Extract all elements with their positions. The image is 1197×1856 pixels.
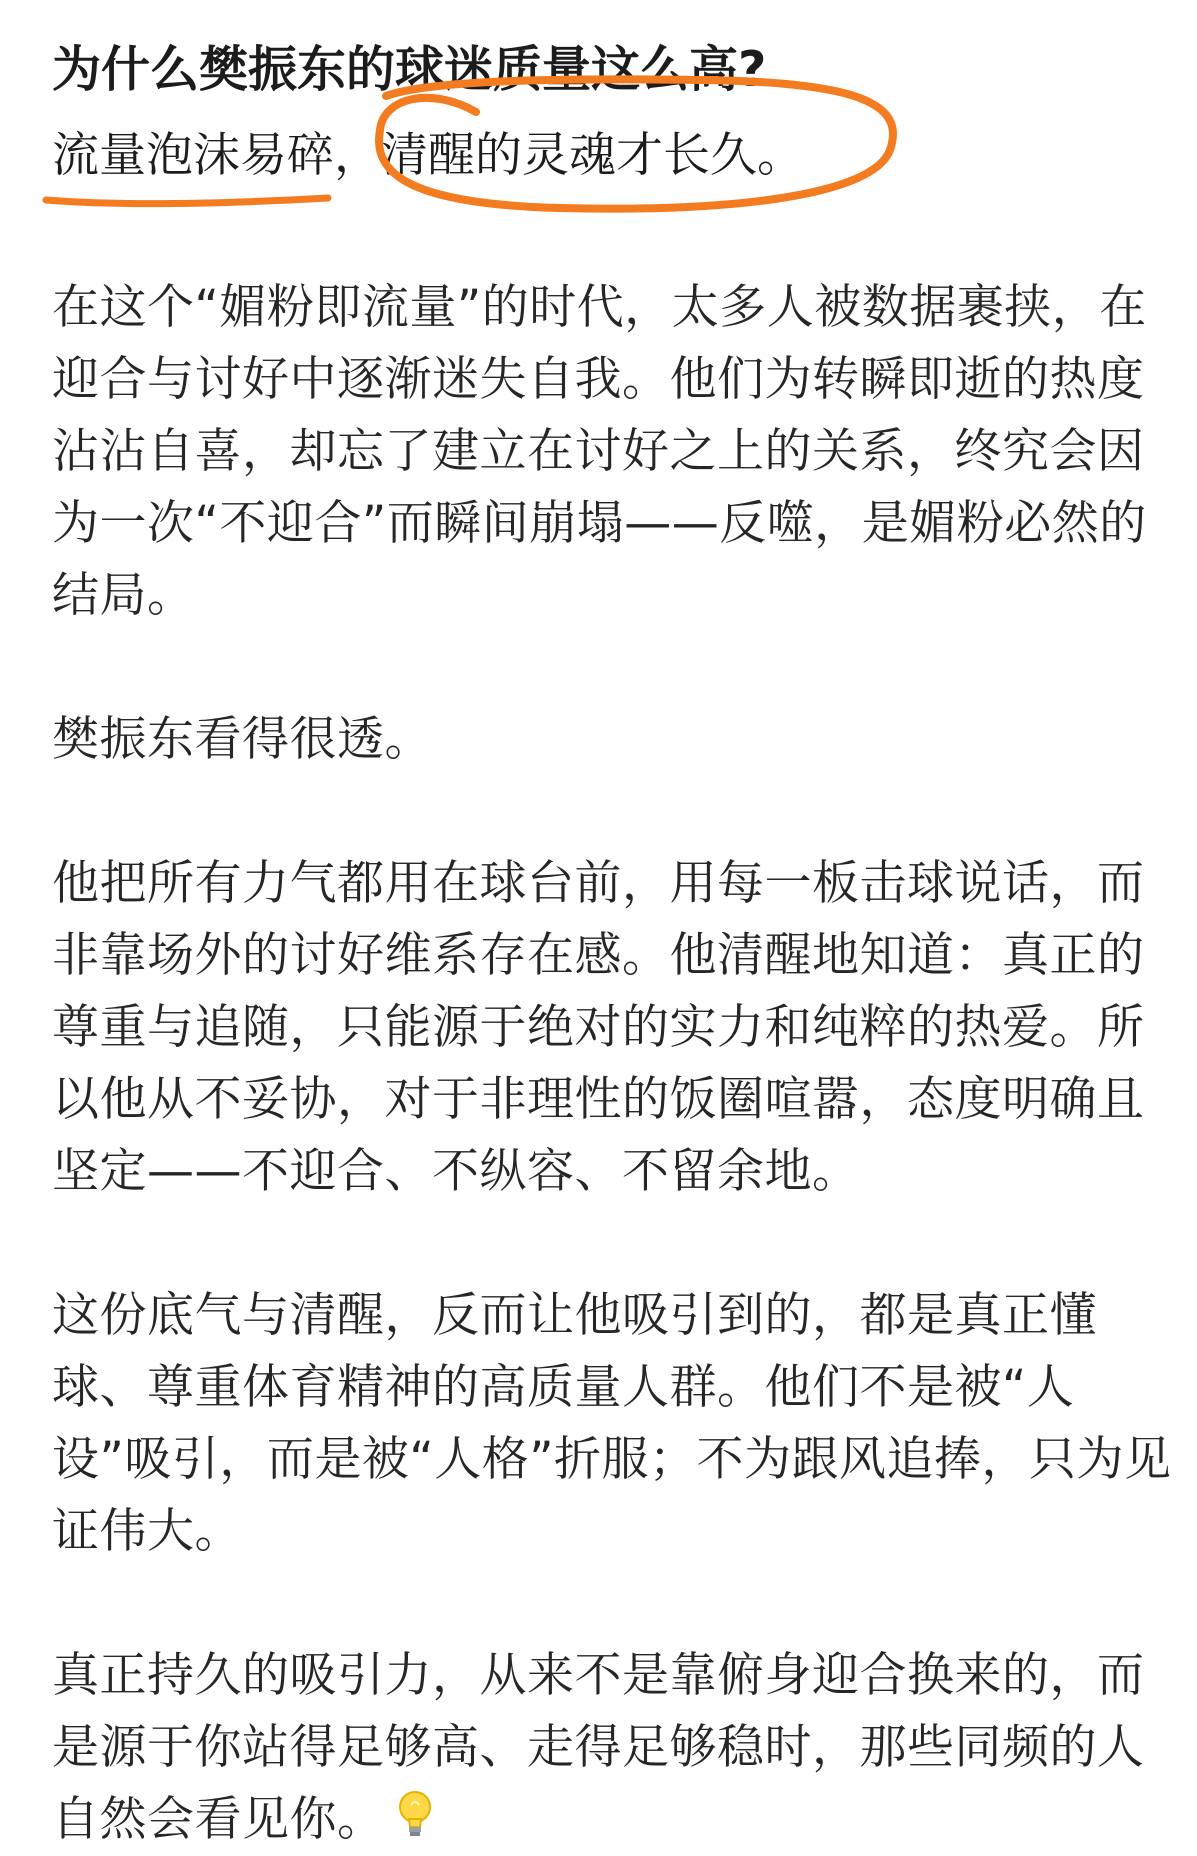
paragraph-1: 在这个“媚粉即流量”的时代，太多人被数据裹挟，在迎合与讨好中逐渐迷失自我。他们为转瞬即逝的热度沾沾自喜，却忘了建立在讨好之上的关系，终究会因为一次“不迎合”而瞬间崩塌——反噬，是媚粉必然的结局。 bbox=[52, 280, 1147, 623]
paragraph-4: 这份底气与清醒，反而让他吸引到的，都是真正懂球、尊重体育精神的高质量人群。他们不是被“人设”吸引，而是被“人格”折服；不为跟风追捧，只为见证伟大。 bbox=[52, 1288, 1172, 1559]
paragraph-3: 他把所有力气都用在球台前，用每一板击球说话，而非靠场外的讨好维系存在感。他清醒地知道：真正的尊重与追随，只能源于绝对的实力和纯粹的热爱。所以他从不妥协，对于非理性的饭圈喧嚣，态度明确且坚定——不迎合、不纵容、不留余地。 bbox=[52, 856, 1145, 1199]
paragraph-2: 樊振东看得很透。 bbox=[52, 712, 432, 767]
article-body bbox=[52, 272, 1174, 1856]
underline-stroke bbox=[46, 198, 328, 204]
lightbulb-icon bbox=[395, 1789, 435, 1841]
post-subtitle: 流量泡沫易碎，清醒的灵魂才长久。 bbox=[52, 128, 804, 183]
paragraph-5 bbox=[52, 1640, 1174, 1856]
paragraph-5-text: 真正持久的吸引力，从来不是靠俯身迎合换来的，而是源于你站得足够高、走得足够稳时，那些同频的人自然会看见你。 bbox=[52, 1648, 1145, 1847]
post-title: 为什么樊振东的球迷质量这么高? bbox=[52, 41, 767, 98]
